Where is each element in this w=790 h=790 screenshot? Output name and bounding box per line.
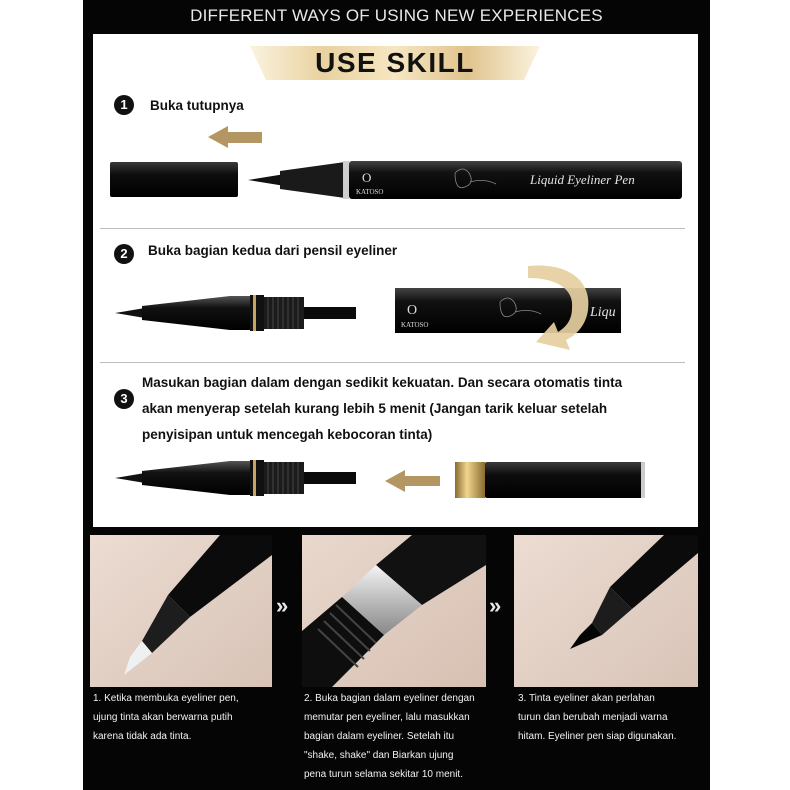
photo-step-2: [302, 535, 486, 687]
caption-1-line-3: karena tidak ada tinta.: [93, 731, 192, 742]
caption-step-3: [518, 689, 698, 746]
photo-step-3: [514, 535, 698, 687]
brand-mark: O: [362, 170, 372, 185]
step-2-text: Buka bagian kedua dari pensil eyeliner: [148, 243, 398, 258]
caption-1-line-1: 1. Ketika membuka eyeliner pen,: [93, 693, 239, 704]
caption-step-1: [93, 689, 273, 746]
caption-2-line-3: bagian dalam eyeliner. Setelah itu: [304, 731, 455, 742]
caption-2-line-5: pena turun selama sekitar 10 menit.: [304, 769, 463, 780]
arrow-left-icon: [385, 470, 440, 492]
inner-tip: [115, 308, 145, 318]
step-3-text-line-3: penyisipan untuk mencegah kebocoran tinta): [142, 427, 433, 442]
caption-3-line-3: hitam. Eyeliner pen siap digunakan.: [518, 731, 677, 742]
step-2-illustration: [100, 262, 690, 362]
svg-text:Liqu: Liqu: [590, 305, 616, 320]
brand-name: KATOSO: [356, 188, 384, 196]
caption-2-line-4: "shake, shake" dan Biarkan ujung: [304, 750, 454, 761]
page-header-title: DIFFERENT WAYS OF USING NEW EXPERIENCES: [190, 6, 603, 25]
caption-3-line-1: 3. Tinta eyeliner akan perlahan: [518, 693, 655, 704]
use-skill-label: USE SKILL: [315, 47, 475, 78]
caption-2-line-2: memutar pen eyeliner, lalu masukkan: [304, 712, 470, 723]
pen-cap: [110, 162, 238, 197]
pen-tip: [248, 174, 285, 186]
step-2-number: 2: [114, 244, 134, 264]
step-1-text: Buka tutupnya: [150, 98, 244, 113]
step-3-number: 3: [114, 389, 134, 409]
step-3-text-line-2: akan menyerap setelah kurang lebih 5 menit (Jangan tarik keluar setelah: [142, 401, 608, 416]
svg-text:O: O: [407, 303, 418, 318]
caption-2-line-1: 2. Buka bagian dalam eyeliner dengan: [304, 693, 475, 704]
step-1-illustration: [100, 118, 690, 208]
pen-barrel: [485, 462, 643, 498]
step-1-number: 1: [114, 95, 134, 115]
product-name: Liquid Eyeliner Pen: [530, 172, 635, 187]
divider-1: [100, 228, 685, 229]
caption-1-line-2: ujung tinta akan berwarna putih: [93, 712, 233, 723]
chevron-right-icon: »: [276, 593, 289, 618]
photo-step-1: [90, 535, 272, 687]
caption-3-line-2: turun dan berubah menjadi warna: [518, 712, 668, 723]
arrow-left-icon: [208, 126, 262, 148]
chevron-right-icon-2: »: [489, 593, 502, 618]
divider-2: [100, 362, 685, 363]
step-3-illustration: [100, 448, 690, 518]
svg-text:KATOSO: KATOSO: [401, 321, 429, 329]
caption-step-2: [304, 689, 490, 784]
use-skill-banner: [250, 46, 540, 80]
step-3-text-line-1: Masukan bagian dalam dengan sedikit kekuatan. Dan secara otomatis tinta: [142, 375, 623, 390]
